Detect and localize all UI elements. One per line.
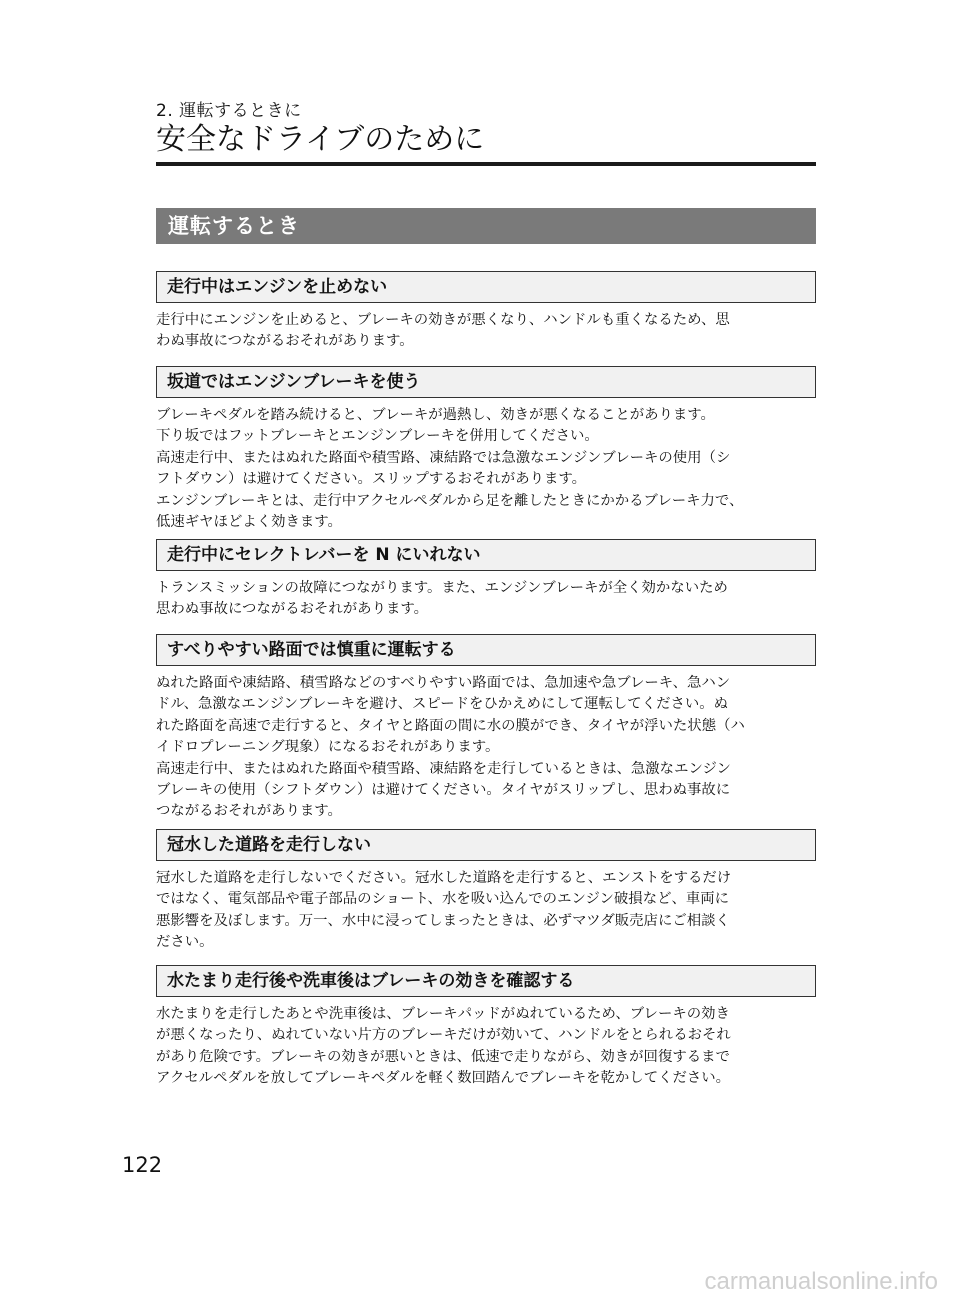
topic-body xyxy=(156,673,816,823)
page-number: 122 xyxy=(122,1153,163,1177)
topic-heading: 水たまり走行後や洗車後はブレーキの効きを確認する xyxy=(156,965,816,997)
body-line: 水たまりを走行したあとや洗車後は、ブレーキパッドがぬれているため、ブレーキの効き xyxy=(156,1006,730,1022)
body-line: わぬ事故につながるおそれがあります。 xyxy=(156,333,414,350)
body-line: ださい。 xyxy=(156,934,214,951)
body-line: 冠水した道路を走行しないでください。冠水した道路を走行すると、エンストをするだけ xyxy=(156,870,732,886)
title-rule xyxy=(156,162,816,166)
topic-engine-brake xyxy=(156,366,816,533)
body-line: 高速走行中、またはぬれた路面や積雪路、凍結路を走行しているときは、急激なエンジン xyxy=(156,760,731,777)
topic-body xyxy=(156,1004,816,1090)
body-line: ドル、急激なエンジンブレーキを避け、スピードをひかえめにして運転してください。ぬ xyxy=(156,696,729,713)
body-line: エンジンブレーキとは、走行中アクセルペダルから足を離したときにかかるブレーキ力で、 xyxy=(156,492,744,509)
body-line: つながるおそれがあります。 xyxy=(156,803,342,820)
body-line: ぬれた路面や凍結路、積雪路などのすべりやすい路面では、急加速や急ブレーキ、急ハン xyxy=(156,675,731,691)
topic-heading: 走行中はエンジンを止めない xyxy=(156,271,816,303)
body-line: 低速ギヤほどよく効きます。 xyxy=(156,514,342,531)
body-line: 思わぬ事故につながるおそれがあります。 xyxy=(156,601,428,618)
topic-heading: 冠水した道路を走行しない xyxy=(156,829,816,861)
topic-selector-neutral xyxy=(156,539,816,621)
topic-heading: すべりやすい路面では慎重に運転する xyxy=(156,634,816,666)
topic-flooded-road xyxy=(156,829,816,954)
topic-engine-stop xyxy=(156,271,816,353)
body-line: が悪くなったり、ぬれていない片方のブレーキだけが効いて、ハンドルをとられるおそれ xyxy=(156,1027,731,1044)
body-line: 下り坂ではフットブレーキとエンジンブレーキを併用してください。 xyxy=(156,428,599,445)
topic-body xyxy=(156,868,816,954)
watermark: carmanualsonline.info xyxy=(704,1268,938,1295)
topic-heading: 坂道ではエンジンブレーキを使う xyxy=(156,366,816,398)
body-line: 走行中にエンジンを止めると、ブレーキの効きが悪くなり、ハンドルも重くなるため、思 xyxy=(156,312,730,328)
body-line: ではなく、電気部品や電子部品のショート、水を吸い込んでのエンジン破損など、車両に xyxy=(156,891,730,908)
body-line: イドロプレーニング現象）になるおそれがあります。 xyxy=(156,739,500,756)
body-line: れた路面を高速で走行すると、タイヤと路面の間に水の膜ができ、タイヤが浮いた状態（ハ xyxy=(156,717,745,734)
topic-heading: 走行中にセレクトレバーを N にいれない xyxy=(156,539,816,571)
body-line: があり危険です。ブレーキの効きが悪いときは、低速で走りながら、効きが回復するまで xyxy=(156,1048,730,1065)
body-line: 高速走行中、またはぬれた路面や積雪路、凍結路では急激なエンジンブレーキの使用（シ xyxy=(156,449,731,466)
body-line: 悪影響を及ぼします。万一、水中に浸ってしまったときは、必ずマツダ販売店にご相談く xyxy=(156,912,730,929)
body-line: トランスミッションの故障につながります。また、エンジンブレーキが全く効かないため xyxy=(156,580,728,596)
topic-slippery-road xyxy=(156,634,816,823)
body-line: アクセルペダルを放してブレーキペダルを軽く数回踏んでブレーキを乾かしてください。 xyxy=(156,1070,731,1087)
body-line: フトダウン）は避けてください。スリップするおそれがあります。 xyxy=(156,471,586,488)
page-title: 安全なドライブのために xyxy=(156,122,485,157)
topic-body xyxy=(156,578,816,621)
section-bar xyxy=(156,208,816,244)
topic-wet-brakes xyxy=(156,965,816,1090)
chapter-label: 2. 運転するときに xyxy=(156,101,302,121)
body-line: ブレーキの使用（シフトダウン）は避けてください。タイヤがスリップし、思わぬ事故に xyxy=(156,782,731,799)
topic-body xyxy=(156,405,816,533)
body-line: ブレーキペダルを踏み続けると、ブレーキが過熱し、効きが悪くなることがあります。 xyxy=(156,407,715,423)
section-title: 運転するとき xyxy=(168,214,300,238)
topic-body xyxy=(156,310,816,353)
